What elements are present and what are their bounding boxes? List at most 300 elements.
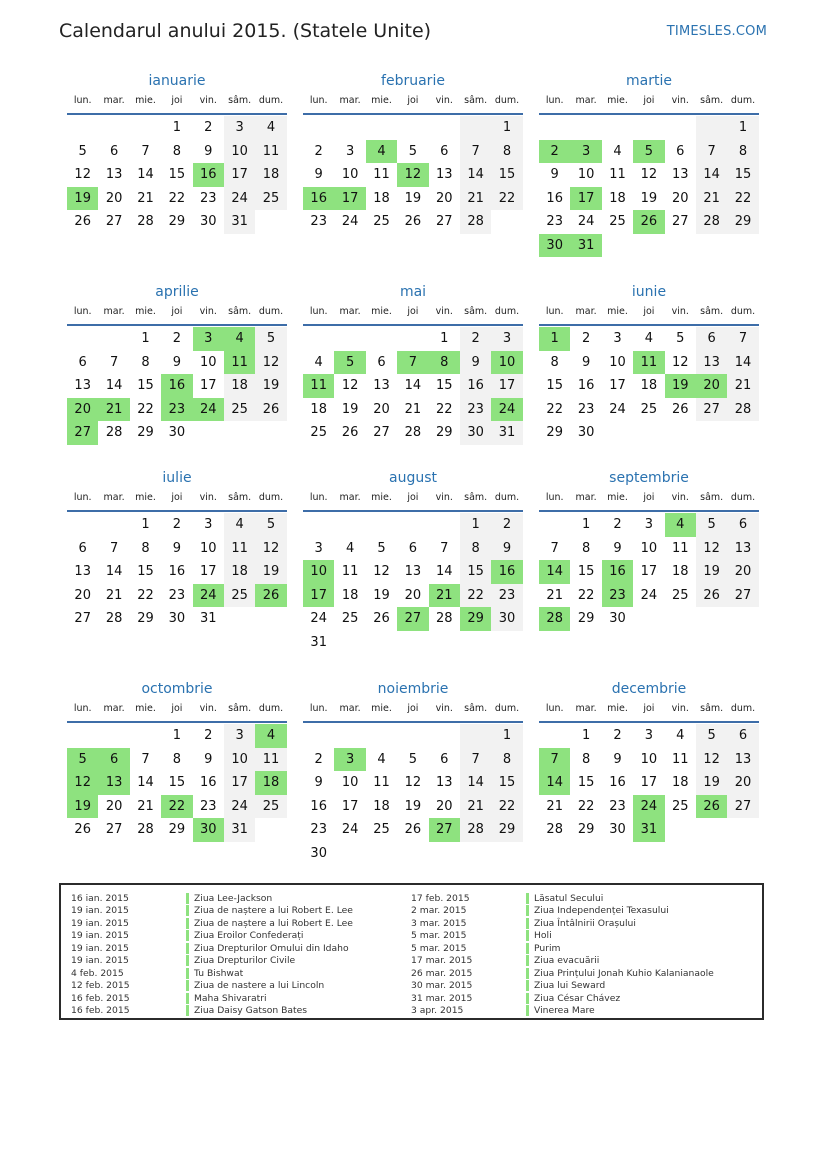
holiday-day-cell[interactable]: 23 xyxy=(161,398,192,422)
day-cell[interactable]: 18 xyxy=(671,775,689,791)
day-cell[interactable]: 9 xyxy=(581,354,591,370)
day-cell[interactable]: 20 xyxy=(105,190,123,206)
holiday-day-cell[interactable]: 24 xyxy=(633,795,664,819)
holiday-day-cell[interactable]: 12 xyxy=(67,771,98,795)
day-cell[interactable]: 28 xyxy=(435,611,453,627)
day-cell[interactable]: 19 xyxy=(341,401,359,417)
holiday-day-cell[interactable]: 21 xyxy=(429,584,460,608)
day-cell[interactable]: 22 xyxy=(137,401,154,417)
holiday-day-cell[interactable]: 17 xyxy=(303,584,334,608)
day-cell[interactable]: 7 xyxy=(440,540,449,556)
day-cell[interactable]: 28 xyxy=(137,214,154,230)
holiday-day-cell[interactable]: 3 xyxy=(334,748,365,772)
day-cell[interactable]: 17 xyxy=(640,775,658,791)
day-cell[interactable]: 6 xyxy=(78,354,87,370)
day-cell[interactable]: 21 xyxy=(460,187,491,211)
day-cell[interactable]: 21 xyxy=(546,587,563,603)
day-cell[interactable]: 18 xyxy=(255,163,286,187)
day-cell[interactable]: 8 xyxy=(550,354,559,370)
day-cell[interactable]: 22 xyxy=(546,401,563,417)
day-cell[interactable]: 25 xyxy=(255,795,286,819)
day-cell[interactable]: 23 xyxy=(310,822,327,838)
day-cell[interactable]: 1 xyxy=(141,331,150,347)
day-cell[interactable]: 15 xyxy=(546,378,563,394)
day-cell[interactable]: 21 xyxy=(546,798,563,814)
day-cell[interactable]: 14 xyxy=(727,351,758,375)
day-cell[interactable]: 3 xyxy=(491,327,522,351)
day-cell[interactable]: 21 xyxy=(137,190,154,206)
holiday-day-cell[interactable]: 7 xyxy=(397,351,428,375)
holiday-day-cell[interactable]: 16 xyxy=(161,374,192,398)
day-cell[interactable]: 2 xyxy=(581,331,591,347)
day-cell[interactable]: 14 xyxy=(137,775,154,791)
day-cell[interactable]: 5 xyxy=(255,327,286,351)
day-cell[interactable]: 2 xyxy=(613,728,622,744)
day-cell[interactable]: 20 xyxy=(105,798,123,814)
day-cell[interactable]: 6 xyxy=(696,327,727,351)
day-cell[interactable]: 10 xyxy=(609,354,626,370)
day-cell[interactable]: 21 xyxy=(696,187,727,211)
day-cell[interactable]: 23 xyxy=(199,190,217,206)
day-cell[interactable]: 7 xyxy=(141,143,150,159)
holiday-day-cell[interactable]: 20 xyxy=(696,374,727,398)
day-cell[interactable]: 23 xyxy=(577,401,595,417)
day-cell[interactable]: 31 xyxy=(310,634,327,650)
day-cell[interactable]: 13 xyxy=(727,537,758,561)
day-cell[interactable]: 14 xyxy=(105,378,123,394)
day-cell[interactable]: 12 xyxy=(74,167,91,183)
day-cell[interactable]: 27 xyxy=(373,425,390,441)
holiday-day-cell[interactable]: 22 xyxy=(161,795,192,819)
day-cell[interactable]: 2 xyxy=(172,331,181,347)
day-cell[interactable]: 1 xyxy=(460,513,491,537)
day-cell[interactable]: 1 xyxy=(491,724,522,748)
day-cell[interactable]: 20 xyxy=(727,771,758,795)
day-cell[interactable]: 13 xyxy=(74,564,91,580)
day-cell[interactable]: 24 xyxy=(609,401,626,417)
day-cell[interactable]: 17 xyxy=(640,564,658,580)
day-cell[interactable]: 28 xyxy=(727,398,758,422)
day-cell[interactable]: 12 xyxy=(696,537,727,561)
day-cell[interactable]: 18 xyxy=(373,798,390,814)
day-cell[interactable]: 25 xyxy=(640,401,658,417)
day-cell[interactable]: 8 xyxy=(172,751,181,767)
day-cell[interactable]: 7 xyxy=(460,748,491,772)
day-cell[interactable]: 16 xyxy=(199,775,217,791)
holiday-day-cell[interactable]: 18 xyxy=(255,771,286,795)
day-cell[interactable]: 8 xyxy=(581,751,591,767)
day-cell[interactable]: 16 xyxy=(546,190,563,206)
day-cell[interactable]: 12 xyxy=(341,378,359,394)
day-cell[interactable]: 23 xyxy=(609,798,626,814)
holiday-day-cell[interactable]: 16 xyxy=(602,560,633,584)
day-cell[interactable]: 17 xyxy=(199,378,217,394)
day-cell[interactable]: 29 xyxy=(577,611,595,627)
day-cell[interactable]: 23 xyxy=(168,587,186,603)
day-cell[interactable]: 3 xyxy=(644,728,653,744)
day-cell[interactable]: 31 xyxy=(199,611,217,627)
day-cell[interactable]: 1 xyxy=(172,120,181,136)
day-cell[interactable]: 17 xyxy=(199,564,217,580)
day-cell[interactable]: 15 xyxy=(491,163,522,187)
holiday-day-cell[interactable]: 4 xyxy=(224,327,255,351)
day-cell[interactable]: 15 xyxy=(137,564,154,580)
holiday-day-cell[interactable]: 26 xyxy=(633,210,664,234)
day-cell[interactable]: 15 xyxy=(435,378,453,394)
day-cell[interactable]: 10 xyxy=(640,751,658,767)
holiday-day-cell[interactable]: 26 xyxy=(255,584,286,608)
holiday-day-cell[interactable]: 11 xyxy=(224,351,255,375)
day-cell[interactable]: 18 xyxy=(310,401,327,417)
day-cell[interactable]: 2 xyxy=(613,517,622,533)
day-cell[interactable]: 9 xyxy=(460,351,491,375)
day-cell[interactable]: 3 xyxy=(224,724,255,748)
day-cell[interactable]: 23 xyxy=(310,214,327,230)
day-cell[interactable]: 2 xyxy=(204,120,213,136)
day-cell[interactable]: 26 xyxy=(404,214,422,230)
day-cell[interactable]: 18 xyxy=(224,560,255,584)
day-cell[interactable]: 27 xyxy=(435,214,453,230)
day-cell[interactable]: 1 xyxy=(440,331,449,347)
day-cell[interactable]: 23 xyxy=(199,798,217,814)
day-cell[interactable]: 27 xyxy=(105,214,123,230)
day-cell[interactable]: 10 xyxy=(199,354,217,370)
day-cell[interactable]: 6 xyxy=(440,143,449,159)
day-cell[interactable]: 12 xyxy=(404,775,422,791)
day-cell[interactable]: 20 xyxy=(404,587,422,603)
day-cell[interactable]: 4 xyxy=(377,751,386,767)
day-cell[interactable]: 17 xyxy=(224,771,255,795)
holiday-day-cell[interactable]: 24 xyxy=(491,398,522,422)
holiday-day-cell[interactable]: 24 xyxy=(193,398,224,422)
day-cell[interactable]: 8 xyxy=(727,140,758,164)
day-cell[interactable]: 26 xyxy=(255,398,286,422)
day-cell[interactable]: 19 xyxy=(404,190,422,206)
day-cell[interactable]: 7 xyxy=(141,751,150,767)
day-cell[interactable]: 20 xyxy=(435,190,453,206)
day-cell[interactable]: 26 xyxy=(341,425,359,441)
day-cell[interactable]: 1 xyxy=(491,116,522,140)
day-cell[interactable]: 12 xyxy=(255,351,286,375)
holiday-day-cell[interactable]: 27 xyxy=(397,607,428,631)
day-cell[interactable]: 5 xyxy=(696,724,727,748)
day-cell[interactable]: 11 xyxy=(373,775,390,791)
day-cell[interactable]: 26 xyxy=(404,822,422,838)
holiday-day-cell[interactable]: 16 xyxy=(491,560,522,584)
day-cell[interactable]: 11 xyxy=(373,167,390,183)
day-cell[interactable]: 18 xyxy=(373,190,390,206)
day-cell[interactable]: 6 xyxy=(727,724,758,748)
day-cell[interactable]: 30 xyxy=(310,845,327,861)
day-cell[interactable]: 24 xyxy=(341,214,359,230)
day-cell[interactable]: 1 xyxy=(581,728,591,744)
holiday-day-cell[interactable]: 7 xyxy=(539,748,570,772)
day-cell[interactable]: 9 xyxy=(172,540,181,556)
holiday-day-cell[interactable]: 3 xyxy=(570,140,601,164)
day-cell[interactable]: 22 xyxy=(491,795,522,819)
day-cell[interactable]: 27 xyxy=(105,822,123,838)
holiday-day-cell[interactable]: 21 xyxy=(98,398,129,422)
day-cell[interactable]: 20 xyxy=(74,587,91,603)
day-cell[interactable]: 23 xyxy=(460,398,491,422)
day-cell[interactable]: 27 xyxy=(74,611,91,627)
holiday-day-cell[interactable]: 19 xyxy=(67,187,98,211)
day-cell[interactable]: 20 xyxy=(435,798,453,814)
day-cell[interactable]: 2 xyxy=(460,327,491,351)
day-cell[interactable]: 4 xyxy=(644,331,653,347)
day-cell[interactable]: 5 xyxy=(676,331,685,347)
holiday-day-cell[interactable]: 11 xyxy=(303,374,334,398)
day-cell[interactable]: 19 xyxy=(696,560,727,584)
day-cell[interactable]: 3 xyxy=(644,517,653,533)
day-cell[interactable]: 12 xyxy=(373,564,390,580)
day-cell[interactable]: 18 xyxy=(640,378,658,394)
day-cell[interactable]: 18 xyxy=(224,374,255,398)
day-cell[interactable]: 7 xyxy=(727,327,758,351)
day-cell[interactable]: 14 xyxy=(696,163,727,187)
day-cell[interactable]: 9 xyxy=(613,751,622,767)
holiday-day-cell[interactable]: 27 xyxy=(429,818,460,842)
day-cell[interactable]: 11 xyxy=(671,751,689,767)
day-cell[interactable]: 28 xyxy=(404,425,422,441)
day-cell[interactable]: 26 xyxy=(671,401,689,417)
day-cell[interactable]: 28 xyxy=(546,822,563,838)
day-cell[interactable]: 25 xyxy=(609,214,626,230)
day-cell[interactable]: 16 xyxy=(609,775,626,791)
day-cell[interactable]: 6 xyxy=(109,143,119,159)
day-cell[interactable]: 14 xyxy=(404,378,422,394)
day-cell[interactable]: 2 xyxy=(314,751,323,767)
day-cell[interactable]: 3 xyxy=(345,143,355,159)
day-cell[interactable]: 29 xyxy=(727,210,758,234)
day-cell[interactable]: 29 xyxy=(168,214,186,230)
day-cell[interactable]: 17 xyxy=(224,163,255,187)
day-cell[interactable]: 8 xyxy=(460,537,491,561)
day-cell[interactable]: 22 xyxy=(491,187,522,211)
day-cell[interactable]: 9 xyxy=(314,775,323,791)
day-cell[interactable]: 4 xyxy=(676,728,685,744)
day-cell[interactable]: 15 xyxy=(168,775,186,791)
day-cell[interactable]: 27 xyxy=(671,214,689,230)
day-cell[interactable]: 20 xyxy=(671,190,689,206)
day-cell[interactable]: 30 xyxy=(460,421,491,445)
day-cell[interactable]: 18 xyxy=(609,190,626,206)
day-cell[interactable]: 9 xyxy=(550,167,559,183)
day-cell[interactable]: 1 xyxy=(172,728,181,744)
day-cell[interactable]: 15 xyxy=(460,560,491,584)
day-cell[interactable]: 13 xyxy=(435,775,453,791)
day-cell[interactable]: 28 xyxy=(460,210,491,234)
day-cell[interactable]: 22 xyxy=(435,401,453,417)
day-cell[interactable]: 9 xyxy=(172,354,181,370)
day-cell[interactable]: 14 xyxy=(460,163,491,187)
day-cell[interactable]: 7 xyxy=(109,354,119,370)
day-cell[interactable]: 13 xyxy=(404,564,422,580)
day-cell[interactable]: 15 xyxy=(491,771,522,795)
day-cell[interactable]: 1 xyxy=(581,517,591,533)
holiday-day-cell[interactable]: 31 xyxy=(633,818,664,842)
day-cell[interactable]: 15 xyxy=(137,378,154,394)
holiday-day-cell[interactable]: 19 xyxy=(67,795,98,819)
day-cell[interactable]: 15 xyxy=(168,167,186,183)
day-cell[interactable]: 4 xyxy=(255,116,286,140)
day-cell[interactable]: 17 xyxy=(609,378,626,394)
day-cell[interactable]: 7 xyxy=(550,540,559,556)
day-cell[interactable]: 21 xyxy=(727,374,758,398)
day-cell[interactable]: 11 xyxy=(341,564,359,580)
holiday-day-cell[interactable]: 28 xyxy=(539,607,570,631)
holiday-day-cell[interactable]: 3 xyxy=(193,327,224,351)
day-cell[interactable]: 6 xyxy=(408,540,417,556)
day-cell[interactable]: 26 xyxy=(373,611,390,627)
holiday-day-cell[interactable]: 5 xyxy=(334,351,365,375)
day-cell[interactable]: 19 xyxy=(640,190,658,206)
day-cell[interactable]: 7 xyxy=(109,540,119,556)
day-cell[interactable]: 1 xyxy=(141,517,150,533)
holiday-day-cell[interactable]: 4 xyxy=(255,724,286,748)
day-cell[interactable]: 22 xyxy=(168,190,186,206)
day-cell[interactable]: 8 xyxy=(172,143,181,159)
day-cell[interactable]: 17 xyxy=(341,798,359,814)
day-cell[interactable]: 17 xyxy=(491,374,522,398)
holiday-day-cell[interactable]: 17 xyxy=(570,187,601,211)
holiday-day-cell[interactable]: 13 xyxy=(98,771,129,795)
day-cell[interactable]: 30 xyxy=(609,611,626,627)
day-cell[interactable]: 7 xyxy=(696,140,727,164)
day-cell[interactable]: 3 xyxy=(314,540,323,556)
day-cell[interactable]: 3 xyxy=(204,517,213,533)
day-cell[interactable]: 19 xyxy=(255,560,286,584)
day-cell[interactable]: 19 xyxy=(696,771,727,795)
day-cell[interactable]: 4 xyxy=(224,513,255,537)
holiday-day-cell[interactable]: 27 xyxy=(67,421,98,445)
day-cell[interactable]: 28 xyxy=(460,818,491,842)
brand-link[interactable]: TIMESLES.COM xyxy=(666,24,767,39)
day-cell[interactable]: 8 xyxy=(141,540,150,556)
day-cell[interactable]: 16 xyxy=(168,564,186,580)
holiday-day-cell[interactable]: 4 xyxy=(665,513,696,537)
day-cell[interactable]: 16 xyxy=(310,798,327,814)
day-cell[interactable]: 2 xyxy=(314,143,323,159)
day-cell[interactable]: 10 xyxy=(224,748,255,772)
day-cell[interactable]: 12 xyxy=(255,537,286,561)
holiday-day-cell[interactable]: 16 xyxy=(193,163,224,187)
day-cell[interactable]: 15 xyxy=(577,775,595,791)
day-cell[interactable]: 4 xyxy=(613,143,622,159)
day-cell[interactable]: 5 xyxy=(408,751,417,767)
day-cell[interactable]: 25 xyxy=(224,398,255,422)
holiday-day-cell[interactable]: 24 xyxy=(193,584,224,608)
day-cell[interactable]: 13 xyxy=(373,378,390,394)
holiday-day-cell[interactable]: 30 xyxy=(193,818,224,842)
day-cell[interactable]: 19 xyxy=(255,374,286,398)
day-cell[interactable]: 1 xyxy=(727,116,758,140)
day-cell[interactable]: 12 xyxy=(696,748,727,772)
day-cell[interactable]: 13 xyxy=(105,167,123,183)
day-cell[interactable]: 6 xyxy=(676,143,685,159)
day-cell[interactable]: 21 xyxy=(460,795,491,819)
day-cell[interactable]: 24 xyxy=(224,187,255,211)
day-cell[interactable]: 22 xyxy=(460,584,491,608)
day-cell[interactable]: 12 xyxy=(640,167,658,183)
day-cell[interactable]: 7 xyxy=(460,140,491,164)
day-cell[interactable]: 30 xyxy=(199,214,217,230)
holiday-day-cell[interactable]: 5 xyxy=(633,140,664,164)
day-cell[interactable]: 25 xyxy=(373,822,390,838)
day-cell[interactable]: 27 xyxy=(727,795,758,819)
day-cell[interactable]: 10 xyxy=(341,167,359,183)
day-cell[interactable]: 24 xyxy=(310,611,327,627)
day-cell[interactable]: 21 xyxy=(404,401,422,417)
day-cell[interactable]: 29 xyxy=(137,425,154,441)
day-cell[interactable]: 22 xyxy=(577,798,595,814)
day-cell[interactable]: 20 xyxy=(727,560,758,584)
day-cell[interactable]: 15 xyxy=(727,163,758,187)
day-cell[interactable]: 14 xyxy=(137,167,154,183)
day-cell[interactable]: 26 xyxy=(74,214,91,230)
day-cell[interactable]: 11 xyxy=(255,748,286,772)
day-cell[interactable]: 10 xyxy=(577,167,595,183)
day-cell[interactable]: 9 xyxy=(204,751,213,767)
holiday-day-cell[interactable]: 6 xyxy=(98,748,129,772)
day-cell[interactable]: 8 xyxy=(491,748,522,772)
holiday-day-cell[interactable]: 14 xyxy=(539,771,570,795)
day-cell[interactable]: 23 xyxy=(546,214,563,230)
day-cell[interactable]: 26 xyxy=(74,822,91,838)
day-cell[interactable]: 5 xyxy=(408,143,417,159)
day-cell[interactable]: 28 xyxy=(696,210,727,234)
day-cell[interactable]: 18 xyxy=(671,564,689,580)
day-cell[interactable]: 5 xyxy=(696,513,727,537)
day-cell[interactable]: 13 xyxy=(696,351,727,375)
day-cell[interactable]: 6 xyxy=(440,751,449,767)
day-cell[interactable]: 19 xyxy=(373,587,390,603)
day-cell[interactable]: 8 xyxy=(581,540,591,556)
day-cell[interactable]: 13 xyxy=(727,748,758,772)
day-cell[interactable]: 11 xyxy=(671,540,689,556)
day-cell[interactable]: 11 xyxy=(255,140,286,164)
day-cell[interactable]: 5 xyxy=(78,143,87,159)
day-cell[interactable]: 11 xyxy=(224,537,255,561)
day-cell[interactable]: 29 xyxy=(491,818,522,842)
day-cell[interactable]: 5 xyxy=(255,513,286,537)
day-cell[interactable]: 8 xyxy=(141,354,150,370)
day-cell[interactable]: 2 xyxy=(491,513,522,537)
day-cell[interactable]: 27 xyxy=(727,584,758,608)
day-cell[interactable]: 10 xyxy=(224,140,255,164)
day-cell[interactable]: 29 xyxy=(435,425,453,441)
day-cell[interactable]: 20 xyxy=(373,401,390,417)
day-cell[interactable]: 31 xyxy=(224,818,255,842)
day-cell[interactable]: 6 xyxy=(78,540,87,556)
day-cell[interactable]: 2 xyxy=(204,728,213,744)
day-cell[interactable]: 13 xyxy=(74,378,91,394)
day-cell[interactable]: 27 xyxy=(696,398,727,422)
day-cell[interactable]: 29 xyxy=(137,611,154,627)
day-cell[interactable]: 10 xyxy=(341,775,359,791)
holiday-day-cell[interactable]: 1 xyxy=(539,327,570,351)
holiday-day-cell[interactable]: 29 xyxy=(460,607,491,631)
day-cell[interactable]: 29 xyxy=(546,425,563,441)
day-cell[interactable]: 21 xyxy=(105,587,123,603)
day-cell[interactable]: 5 xyxy=(377,540,386,556)
day-cell[interactable]: 26 xyxy=(696,584,727,608)
day-cell[interactable]: 12 xyxy=(671,354,689,370)
holiday-day-cell[interactable]: 26 xyxy=(696,795,727,819)
holiday-day-cell[interactable]: 10 xyxy=(491,351,522,375)
day-cell[interactable]: 22 xyxy=(137,587,154,603)
day-cell[interactable]: 24 xyxy=(341,822,359,838)
